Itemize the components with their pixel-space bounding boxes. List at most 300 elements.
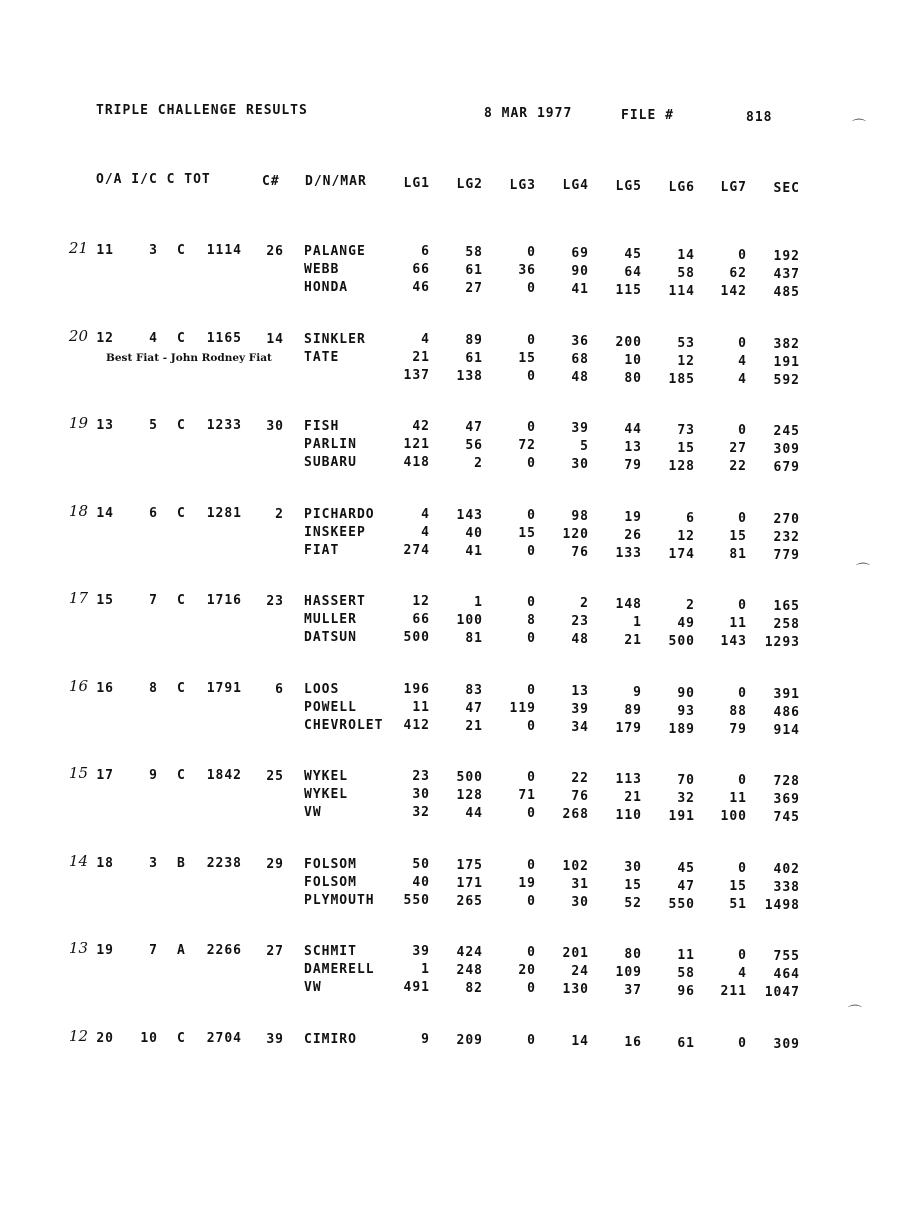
- leg-2-value: 128: [456, 788, 483, 803]
- team-member-name: VW: [304, 980, 322, 995]
- class-place: 7: [149, 943, 158, 958]
- car-number: 2: [275, 506, 284, 522]
- car-class: C: [177, 768, 186, 783]
- leg-1-value: 418: [403, 455, 430, 470]
- class-place: 6: [149, 505, 158, 521]
- seconds-total: 464: [773, 967, 800, 982]
- overall-place: 19: [96, 943, 114, 958]
- leg-2-value: 2: [474, 456, 483, 471]
- leg-5-value: 89: [624, 702, 642, 718]
- leg-2-value: 175: [456, 857, 483, 873]
- leg-3-value: 0: [527, 857, 536, 873]
- leg-1-value: 12: [412, 594, 430, 609]
- seconds-total: 309: [773, 1036, 800, 1052]
- leg-1-value: 412: [403, 717, 430, 733]
- leg-5-value: 64: [624, 265, 642, 280]
- leg-3-value: 15: [518, 350, 536, 366]
- total-score: 2266: [206, 943, 242, 958]
- leg-2-value: 100: [456, 613, 483, 628]
- total-score: 1233: [206, 418, 242, 433]
- leg-7-value: 11: [729, 616, 747, 631]
- leg-5-value: 44: [624, 422, 642, 437]
- leg-2-value: 424: [456, 945, 483, 960]
- leg-6-value: 12: [677, 353, 695, 369]
- team-member-name: WYKEL: [304, 769, 349, 784]
- leg-4-value: 31: [571, 876, 589, 892]
- leg-4-value: 36: [571, 333, 589, 349]
- leg-1-value: 39: [412, 944, 430, 959]
- leg-1-value: 23: [412, 769, 430, 784]
- leg-7-value: 27: [729, 441, 747, 456]
- team-member-name: VW: [304, 805, 322, 820]
- total-score: 1791: [206, 680, 242, 696]
- leg-5-value: 13: [624, 440, 642, 455]
- leg-1-value: 9: [421, 1031, 430, 1047]
- file-label: FILE #: [621, 108, 674, 123]
- leg-2-value: 58: [465, 245, 483, 260]
- leg-5-value: 133: [615, 545, 642, 561]
- leg-6-value: 114: [668, 284, 695, 299]
- leg-7-value: 0: [738, 335, 747, 351]
- class-place: 10: [140, 1030, 158, 1046]
- leg-6-value: 53: [677, 335, 695, 351]
- leg-4-value: 130: [562, 982, 589, 997]
- column-header-lg7: LG7: [720, 180, 747, 195]
- leg-1-value: 42: [412, 419, 430, 434]
- leg-6-value: 128: [668, 459, 695, 474]
- team-member-name: TATE: [304, 349, 340, 365]
- corner-mark-icon: ⌒: [848, 1005, 862, 1021]
- leg-6-value: 58: [677, 266, 695, 281]
- car-class: C: [177, 593, 186, 608]
- leg-6-value: 2: [686, 598, 695, 613]
- leg-5-value: 21: [624, 790, 642, 805]
- leg-2-value: 27: [465, 281, 483, 296]
- total-score: 1716: [206, 593, 242, 608]
- seconds-total: 779: [773, 547, 800, 563]
- seconds-total: 485: [773, 285, 800, 300]
- total-score: 2704: [206, 1030, 242, 1046]
- leg-6-value: 93: [677, 703, 695, 719]
- leg-4-value: 48: [571, 369, 589, 385]
- leg-3-value: 36: [518, 263, 536, 278]
- leg-4-value: 23: [571, 614, 589, 629]
- leg-1-value: 46: [412, 280, 430, 295]
- leg-7-value: 15: [729, 528, 747, 544]
- leg-1-value: 40: [412, 874, 430, 890]
- leg-1-value: 137: [403, 367, 430, 383]
- total-score: 2238: [206, 855, 242, 871]
- leg-6-value: 14: [677, 248, 695, 263]
- leg-7-value: 11: [729, 791, 747, 806]
- leg-3-value: 0: [527, 245, 536, 260]
- leg-7-value: 62: [729, 266, 747, 281]
- leg-1-value: 21: [412, 349, 430, 365]
- leg-5-value: 115: [615, 283, 642, 298]
- seconds-total: 914: [773, 722, 800, 738]
- leg-5-value: 1: [633, 615, 642, 630]
- leg-1-value: 550: [403, 892, 430, 908]
- leg-6-value: 32: [677, 791, 695, 806]
- leg-7-value: 4: [738, 353, 747, 369]
- leg-1-value: 1: [421, 962, 430, 977]
- leg-7-value: 4: [738, 371, 747, 387]
- class-place: 7: [149, 593, 158, 608]
- leg-6-value: 185: [668, 371, 695, 387]
- team-member-name: INSKEEP: [304, 524, 366, 540]
- seconds-total: 728: [773, 774, 800, 789]
- total-score: 1281: [206, 505, 242, 521]
- leg-3-value: 0: [527, 420, 536, 435]
- column-header-lg1: LG1: [403, 176, 430, 191]
- car-number: 25: [266, 769, 284, 784]
- overall-place: 20: [96, 1030, 114, 1046]
- team-member-name: SINKLER: [304, 331, 366, 347]
- leg-2-value: 209: [456, 1032, 483, 1048]
- corner-mark-icon: ⌒: [856, 563, 870, 579]
- leg-2-value: 500: [456, 770, 483, 785]
- team-member-name: SCHMIT: [304, 944, 357, 959]
- seconds-total: 192: [773, 249, 800, 264]
- handwritten-place-mark: 12: [68, 1026, 88, 1045]
- leg-4-value: 5: [580, 439, 589, 454]
- leg-6-value: 11: [677, 948, 695, 963]
- leg-4-value: 34: [571, 719, 589, 735]
- leg-2-value: 143: [456, 507, 483, 523]
- leg-3-value: 0: [527, 981, 536, 996]
- seconds-total: 258: [773, 617, 800, 632]
- award-note: Best Fiat - John Rodney Fiat: [106, 351, 272, 364]
- seconds-total: 232: [773, 529, 800, 545]
- leg-1-value: 66: [412, 612, 430, 627]
- leg-3-value: 0: [527, 281, 536, 296]
- team-member-name: SUBARU: [304, 455, 357, 470]
- leg-6-value: 550: [668, 896, 695, 912]
- leg-5-value: 9: [633, 684, 642, 700]
- leg-3-value: 71: [518, 788, 536, 803]
- leg-6-value: 47: [677, 878, 695, 894]
- seconds-total: 1498: [764, 897, 800, 913]
- leg-2-value: 171: [456, 875, 483, 891]
- car-class: A: [177, 943, 186, 958]
- overall-place: 13: [96, 418, 114, 433]
- leg-4-value: 48: [571, 632, 589, 647]
- seconds-total: 391: [773, 686, 800, 702]
- seconds-total: 1047: [764, 985, 800, 1000]
- leg-6-value: 61: [677, 1035, 695, 1051]
- leg-1-value: 500: [403, 630, 430, 645]
- leg-5-value: 200: [615, 334, 642, 350]
- overall-place: 18: [96, 855, 114, 871]
- leg-7-value: 0: [738, 685, 747, 701]
- leg-4-value: 14: [571, 1033, 589, 1049]
- leg-2-value: 89: [465, 332, 483, 348]
- leg-5-value: 21: [624, 633, 642, 648]
- leg-5-value: 45: [624, 247, 642, 262]
- handwritten-place-mark: 20: [68, 326, 88, 345]
- leg-5-value: 52: [624, 895, 642, 911]
- leg-4-value: 98: [571, 508, 589, 524]
- leg-7-value: 4: [738, 966, 747, 981]
- leg-3-value: 8: [527, 613, 536, 628]
- leg-7-value: 0: [738, 948, 747, 963]
- car-class: B: [177, 855, 186, 871]
- seconds-total: 270: [773, 511, 800, 527]
- leg-1-value: 196: [403, 681, 430, 697]
- car-number: 29: [266, 856, 284, 872]
- seconds-total: 745: [773, 810, 800, 825]
- leg-2-value: 138: [456, 368, 483, 384]
- team-member-name: HASSERT: [304, 594, 366, 609]
- seconds-total: 592: [773, 372, 800, 388]
- overall-place: 16: [96, 680, 114, 696]
- column-header-lg4: LG4: [562, 178, 589, 193]
- leg-2-value: 56: [465, 438, 483, 453]
- leg-6-value: 500: [668, 634, 695, 649]
- leg-7-value: 100: [720, 809, 747, 824]
- leg-2-value: 81: [465, 631, 483, 646]
- column-header-sec: SEC: [773, 181, 800, 196]
- leg-2-value: 47: [465, 420, 483, 435]
- leg-4-value: 268: [562, 807, 589, 822]
- leg-5-value: 110: [615, 808, 642, 823]
- leg-2-value: 21: [465, 718, 483, 734]
- document-title: TRIPLE CHALLENGE RESULTS: [96, 103, 308, 118]
- leg-3-value: 0: [527, 595, 536, 610]
- leg-5-value: 16: [624, 1034, 642, 1050]
- leg-2-value: 265: [456, 893, 483, 909]
- leg-6-value: 73: [677, 423, 695, 438]
- column-header-lg6: LG6: [668, 180, 695, 195]
- leg-2-value: 83: [465, 682, 483, 698]
- leg-5-value: 148: [615, 597, 642, 612]
- leg-1-value: 4: [421, 506, 430, 522]
- leg-5-value: 179: [615, 720, 642, 736]
- leg-4-value: 24: [571, 964, 589, 979]
- leg-3-value: 0: [527, 945, 536, 960]
- leg-7-value: 0: [738, 598, 747, 613]
- leg-4-value: 69: [571, 246, 589, 261]
- seconds-total: 679: [773, 460, 800, 475]
- car-number: 30: [266, 419, 284, 434]
- leg-7-value: 0: [738, 860, 747, 876]
- leg-1-value: 121: [403, 437, 430, 452]
- team-member-name: DAMERELL: [304, 962, 375, 977]
- leg-4-value: 30: [571, 457, 589, 472]
- total-score: 1165: [206, 330, 242, 346]
- class-place: 9: [149, 768, 158, 783]
- leg-6-value: 90: [677, 685, 695, 701]
- seconds-total: 369: [773, 792, 800, 807]
- leg-7-value: 0: [738, 510, 747, 526]
- leg-2-value: 1: [474, 595, 483, 610]
- handwritten-place-mark: 21: [68, 239, 88, 257]
- leg-7-value: 0: [738, 248, 747, 263]
- leg-6-value: 58: [677, 966, 695, 981]
- leg-5-value: 37: [624, 983, 642, 998]
- seconds-total: 309: [773, 442, 800, 457]
- leg-6-value: 70: [677, 773, 695, 788]
- leg-6-value: 6: [686, 510, 695, 526]
- car-number: 6: [275, 681, 284, 697]
- leg-5-value: 80: [624, 370, 642, 386]
- seconds-total: 338: [773, 879, 800, 895]
- overall-place: 12: [96, 330, 114, 346]
- leg-6-value: 96: [677, 984, 695, 999]
- team-member-name: PALANGE: [304, 244, 366, 259]
- team-member-name: FIAT: [304, 542, 340, 558]
- class-place: 3: [149, 855, 158, 871]
- leg-3-value: 119: [509, 700, 536, 716]
- car-class: C: [177, 680, 186, 696]
- total-score: 1842: [206, 768, 242, 783]
- leg-1-value: 11: [412, 699, 430, 715]
- seconds-total: 437: [773, 267, 800, 282]
- team-member-name: WEBB: [304, 262, 340, 277]
- leg-7-value: 81: [729, 546, 747, 562]
- leg-1-value: 30: [412, 787, 430, 802]
- class-place: 5: [149, 418, 158, 433]
- leg-6-value: 49: [677, 616, 695, 631]
- team-member-name: FOLSOM: [304, 856, 357, 872]
- overall-place: 11: [96, 243, 114, 258]
- team-member-name: WYKEL: [304, 787, 349, 802]
- leg-4-value: 30: [571, 894, 589, 910]
- leg-5-value: 19: [624, 509, 642, 525]
- leg-6-value: 189: [668, 721, 695, 737]
- car-number: 26: [266, 244, 284, 259]
- leg-7-value: 15: [729, 878, 747, 894]
- leg-1-value: 66: [412, 262, 430, 277]
- file-number: 818: [746, 110, 773, 125]
- leg-2-value: 47: [465, 700, 483, 716]
- leg-3-value: 0: [527, 1032, 536, 1048]
- leg-1-value: 4: [421, 331, 430, 347]
- class-place: 3: [149, 243, 158, 258]
- leg-3-value: 0: [527, 893, 536, 909]
- leg-3-value: 0: [527, 332, 536, 348]
- team-member-name: DATSUN: [304, 630, 357, 645]
- team-member-name: FISH: [304, 419, 340, 434]
- leg-3-value: 20: [518, 963, 536, 978]
- team-member-name: FOLSOM: [304, 874, 357, 890]
- team-member-name: LOOS: [304, 681, 340, 697]
- leg-5-value: 109: [615, 965, 642, 980]
- team-member-name: POWELL: [304, 699, 357, 715]
- leg-4-value: 39: [571, 701, 589, 717]
- leg-1-value: 4: [421, 524, 430, 540]
- leg-3-value: 0: [527, 507, 536, 523]
- leg-4-value: 120: [562, 526, 589, 542]
- leg-4-value: 90: [571, 264, 589, 279]
- leg-3-value: 15: [518, 525, 536, 541]
- leg-6-value: 12: [677, 528, 695, 544]
- leg-3-value: 0: [527, 682, 536, 698]
- handwritten-place-mark: 17: [68, 589, 88, 607]
- team-member-name: MULLER: [304, 612, 357, 627]
- leg-4-value: 22: [571, 771, 589, 786]
- leg-7-value: 51: [729, 896, 747, 912]
- leg-2-value: 61: [465, 350, 483, 366]
- seconds-total: 382: [773, 336, 800, 352]
- seconds-total: 486: [773, 704, 800, 720]
- leg-1-value: 32: [412, 805, 430, 820]
- leg-2-value: 61: [465, 263, 483, 278]
- class-place: 4: [149, 330, 158, 346]
- handwritten-place-mark: 15: [68, 764, 88, 782]
- corner-mark-icon: ⌒: [852, 119, 866, 135]
- class-place: 8: [149, 680, 158, 696]
- leg-7-value: 22: [729, 459, 747, 474]
- team-member-name: CIMIRO: [304, 1031, 357, 1047]
- leg-7-value: 88: [729, 703, 747, 719]
- leg-4-value: 76: [571, 544, 589, 560]
- handwritten-place-mark: 16: [68, 676, 88, 695]
- leg-4-value: 2: [580, 596, 589, 611]
- leg-4-value: 39: [571, 421, 589, 436]
- handwritten-place-mark: 14: [68, 851, 88, 870]
- column-header-oa-ic-c-tot: O/A I/C C TOT: [96, 172, 211, 187]
- leg-4-value: 102: [562, 858, 589, 874]
- leg-6-value: 191: [668, 809, 695, 824]
- leg-6-value: 174: [668, 546, 695, 562]
- leg-5-value: 80: [624, 947, 642, 962]
- leg-2-value: 40: [465, 525, 483, 541]
- leg-5-value: 10: [624, 352, 642, 368]
- leg-1-value: 491: [403, 980, 430, 995]
- leg-3-value: 0: [527, 456, 536, 471]
- car-class: C: [177, 330, 186, 346]
- leg-7-value: 143: [720, 634, 747, 649]
- total-score: 1114: [206, 243, 242, 258]
- leg-7-value: 0: [738, 773, 747, 788]
- leg-5-value: 26: [624, 527, 642, 543]
- leg-5-value: 15: [624, 877, 642, 893]
- leg-2-value: 44: [465, 806, 483, 821]
- leg-7-value: 142: [720, 284, 747, 299]
- column-header-lg2: LG2: [456, 177, 483, 192]
- leg-7-value: 0: [738, 1035, 747, 1051]
- leg-4-value: 201: [562, 946, 589, 961]
- overall-place: 14: [96, 505, 114, 521]
- team-member-name: PARLIN: [304, 437, 357, 452]
- handwritten-place-mark: 19: [68, 414, 88, 432]
- car-class: C: [177, 505, 186, 521]
- column-header-cnum: C#: [262, 174, 280, 189]
- team-member-name: PICHARDO: [304, 506, 375, 522]
- column-header-dnmar: D/N/MAR: [305, 174, 367, 189]
- leg-6-value: 45: [677, 860, 695, 876]
- overall-place: 15: [96, 593, 114, 608]
- leg-4-value: 68: [571, 351, 589, 367]
- leg-5-value: 30: [624, 859, 642, 875]
- seconds-total: 755: [773, 949, 800, 964]
- leg-2-value: 41: [465, 543, 483, 559]
- seconds-total: 1293: [764, 635, 800, 650]
- leg-3-value: 0: [527, 631, 536, 646]
- leg-7-value: 211: [720, 984, 747, 999]
- team-member-name: HONDA: [304, 280, 349, 295]
- leg-2-value: 248: [456, 963, 483, 978]
- document-date: 8 MAR 1977: [484, 106, 573, 121]
- handwritten-place-mark: 18: [68, 501, 88, 520]
- leg-2-value: 82: [465, 981, 483, 996]
- leg-3-value: 0: [527, 543, 536, 559]
- leg-4-value: 13: [571, 683, 589, 699]
- overall-place: 17: [96, 768, 114, 783]
- leg-4-value: 76: [571, 789, 589, 804]
- leg-3-value: 19: [518, 875, 536, 891]
